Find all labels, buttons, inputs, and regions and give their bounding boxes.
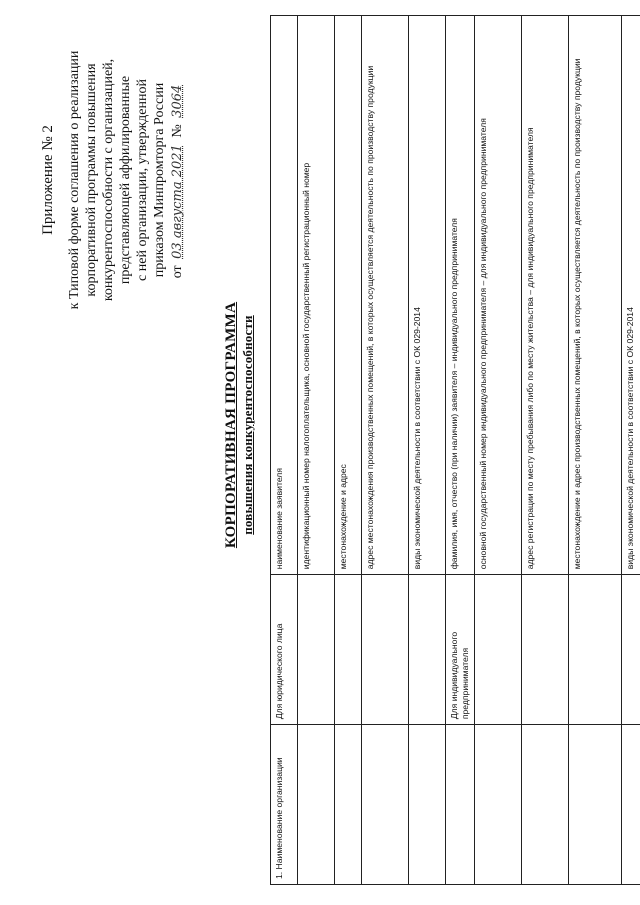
section-header-cell: 1. Наименование организации (271, 725, 298, 885)
value-cell[interactable] (522, 725, 569, 885)
value-cell[interactable] (362, 725, 409, 885)
field-label: основной государственный номер индивидуального предпринимателя – для индивидуального предпринимателя (475, 16, 522, 575)
organization-table (270, 15, 640, 885)
value-cell[interactable] (409, 725, 446, 885)
legal-entity-label: Для юридического лица (271, 575, 298, 725)
title-line-1: КОРПОРАТИВНАЯ ПРОГРАММА (223, 301, 239, 549)
value-cell[interactable] (298, 725, 335, 885)
field-label: наименование заявителя (271, 16, 298, 575)
appendix-line: представляющей аффилированные (118, 75, 133, 285)
appendix-line: приказом Минпромторга России (152, 82, 167, 278)
blank-cell (298, 575, 335, 725)
blank-cell (409, 575, 446, 725)
value-cell[interactable] (475, 725, 522, 885)
program-title (223, 245, 256, 605)
table-row (409, 16, 446, 885)
table-row (362, 16, 409, 885)
field-label: местонахождение и адрес производственных помещений, в которых осуществляется деятельность по производству продукции (569, 16, 622, 575)
field-label: адрес регистрации по месту пребывания либо по месту жительства – для индивидуального предпринимателя (522, 16, 569, 575)
blank-cell (522, 575, 569, 725)
value-cell[interactable] (446, 725, 475, 885)
date-prefix: от (170, 265, 185, 279)
value-cell[interactable] (622, 725, 640, 885)
table-row (446, 16, 475, 885)
field-label: идентификационный номер налогоплательщика, основной государственный регистрационный номер (298, 16, 335, 575)
value-cell[interactable] (569, 725, 622, 885)
field-label: виды экономической деятельности в соответствии с ОК 029-2014 (409, 16, 446, 575)
table-row (522, 16, 569, 885)
blank-cell (569, 575, 622, 725)
field-label: местонахождение и адрес (335, 16, 362, 575)
appendix-block (40, 10, 186, 350)
appendix-line: корпоративной программы повышения (84, 63, 99, 297)
appendix-line: к Типовой форме соглашения о реализации (67, 50, 82, 310)
handwritten-date: 03 августа 2021 (170, 144, 185, 259)
appendix-line: с ней организации, утвержденной (135, 79, 150, 281)
ip-label: Для индивидуального предпринимателя (446, 575, 475, 725)
value-cell[interactable] (335, 725, 362, 885)
title-line-2: повышения конкурентоспособности (240, 315, 255, 535)
table-row (569, 16, 622, 885)
handwritten-number: 3064 (170, 84, 185, 118)
blank-cell (362, 575, 409, 725)
blank-cell (335, 575, 362, 725)
appendix-number: Приложение № 2 (40, 125, 56, 235)
blank-cell (622, 575, 640, 725)
table-row (475, 16, 522, 885)
blank-cell (475, 575, 522, 725)
field-label: адрес местонахождения производственных помещений, в которых осуществляется деятельность по производству продукции (362, 16, 409, 575)
number-label: № (170, 124, 185, 138)
table-row (298, 16, 335, 885)
field-label: фамилия, имя, отчество (при наличии) заявителя – индивидуального предпринимателя (446, 16, 475, 575)
appendix-line: конкурентоспособности с организацией, (101, 58, 116, 302)
appendix-date-line (169, 10, 186, 350)
table-row (622, 16, 640, 885)
appendix-text (66, 10, 186, 350)
table-row (271, 16, 298, 885)
table-row (335, 16, 362, 885)
field-label: виды экономической деятельности в соответствии с ОК 029-2014 (622, 16, 640, 575)
